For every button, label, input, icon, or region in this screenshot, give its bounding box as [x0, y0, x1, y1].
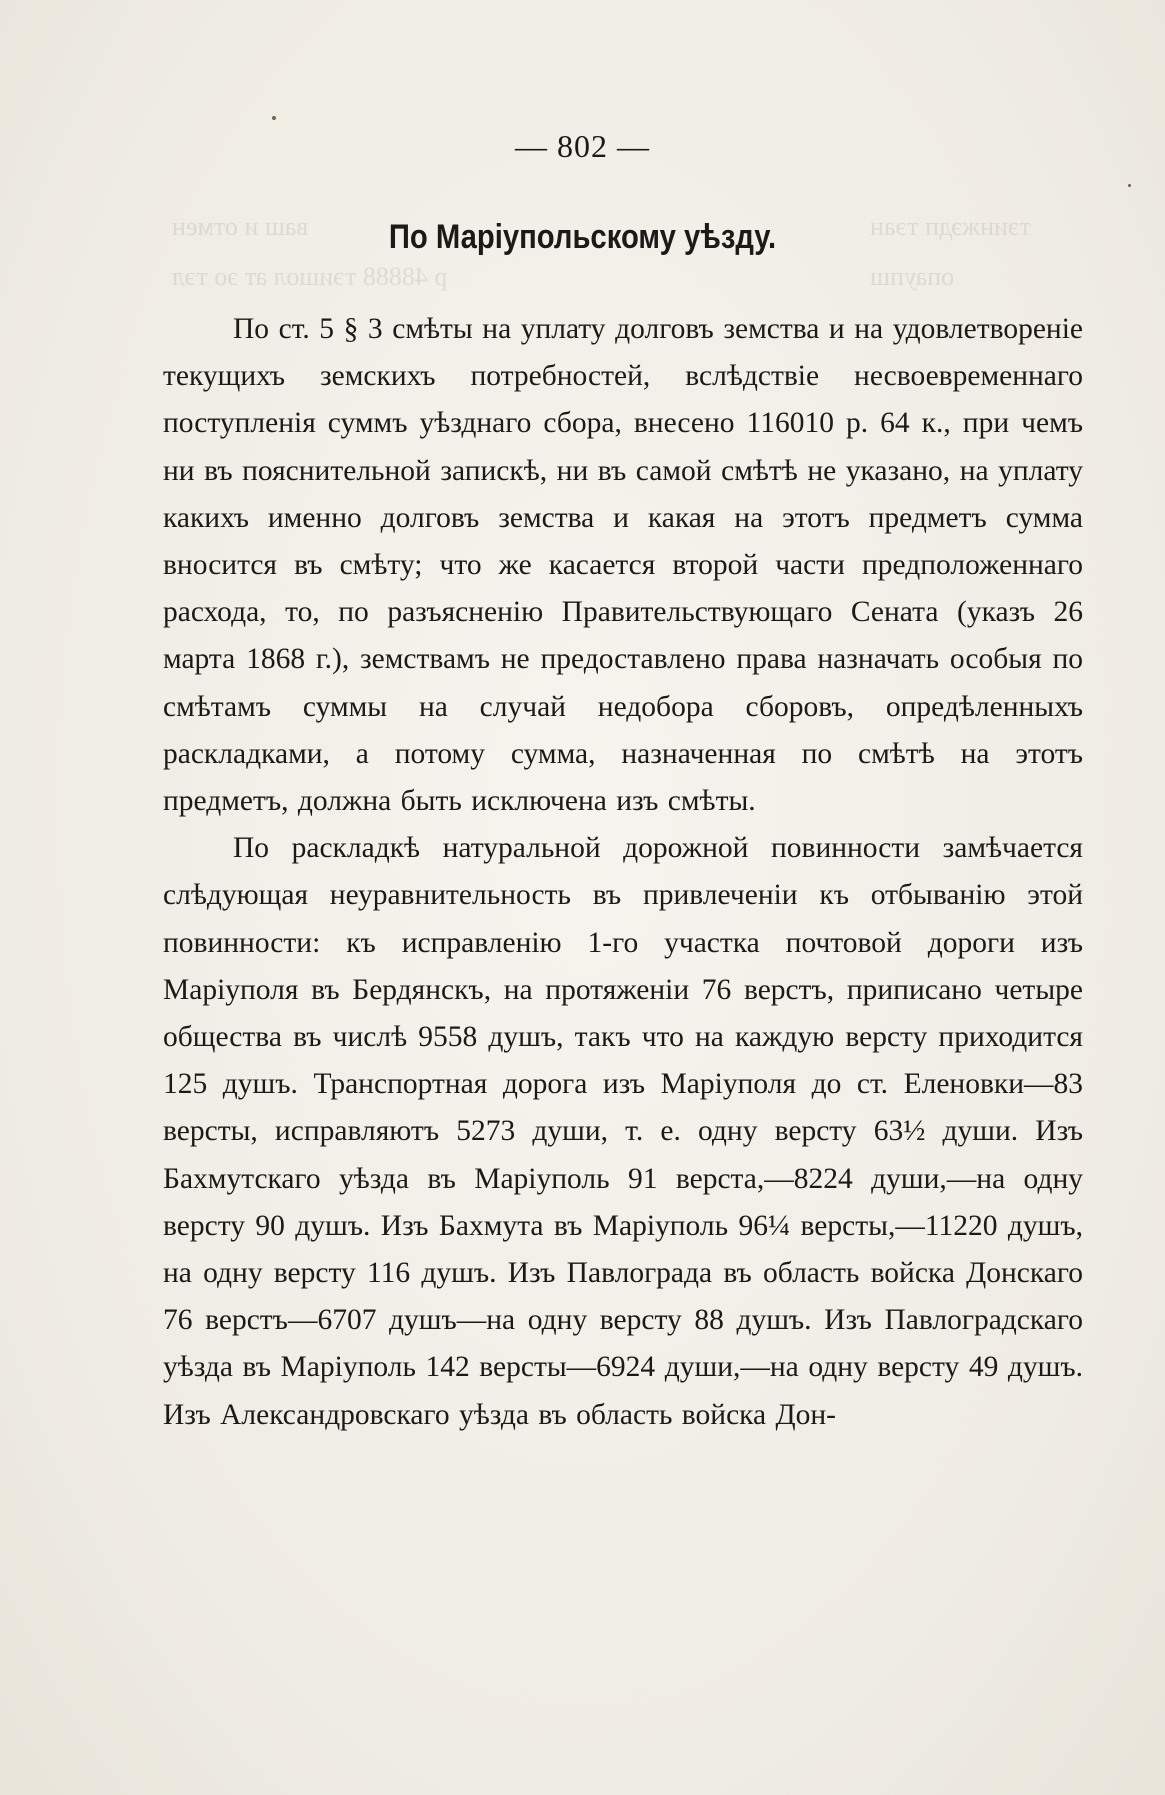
print-speck: [272, 116, 276, 120]
paragraph-estimate-debts: По ст. 5 § 3 смѣты на уплату долговъ земства и на удовлетвореніе текущихъ земскихъ потребностей, вслѣдствіе несвоевременнаго поступленія суммъ уѣзднаго сбора, внесено 116010 р. 64 к., при чемъ ни въ пояснительной запискѣ, ни въ самой смѣтѣ не указано, на уплату какихъ именно долговъ земства и какая на этотъ предметъ сумма вносится въ смѣту; что же касается второй части предположеннаго расхода, то, по разъясненію Правительствующаго Сената (указъ 26 марта 1868 г.), земствамъ не предоставлено права назначать особыя по смѣтамъ суммы на случай недобора сборовъ, опредѣленныхъ раскладками, а потому сумма, назначенная по смѣтѣ на этотъ предметъ, должна быть исключена изъ смѣты.: [163, 313, 1083, 818]
print-speck: [1128, 184, 1131, 187]
bleed-through-text: опаупш: [870, 262, 955, 291]
page-number: — 802 —: [515, 128, 650, 164]
paragraph-road-duty: По раскладкѣ натуральной дорожной повинности замѣчается слѣдующая неуравнительность въ привлеченіи къ отбыванію этой повинности: къ исправленію 1-го участка почтовой дороги изъ Маріуполя въ Бердянскъ, на протяженіи 76 верстъ, приписано четыре общества въ числѣ 9558 душъ, такъ что на каждую версту приходится 125 душъ. Транспортная дорога изъ Маріуполя до ст. Еленовки—83 версты, исправляютъ 5273 души, т. е. одну версту 63½ души. Изъ Бахмутскаго уѣзда въ Маріуполь 91 верста,—8224 души,—на одну версту 90 душъ. Изъ Бахмута въ Маріуполь 96¼ версты,—11220 душъ, на одну версту 116 душъ. Изъ Павлограда въ область войска Донскаго 76 верстъ—6707 душъ—на одну версту 88 душъ. Изъ Павлоградскаго уѣзда въ Маріуполь 142 версты—6924 души,—на одну версту 49 душъ. Изъ Александровскаго уѣзда въ область войска Дон-: [163, 832, 1083, 1431]
bleed-through-text: р 48888 тэишол ат эо тэл: [172, 262, 448, 291]
body-text: [163, 306, 1083, 1439]
section-heading: По Маріупольскому уѣзду.: [388, 218, 777, 256]
bleed-through-text: тэинжэдп тэан: [870, 212, 1032, 241]
bleed-through-text: ваш и отмен: [172, 212, 309, 241]
